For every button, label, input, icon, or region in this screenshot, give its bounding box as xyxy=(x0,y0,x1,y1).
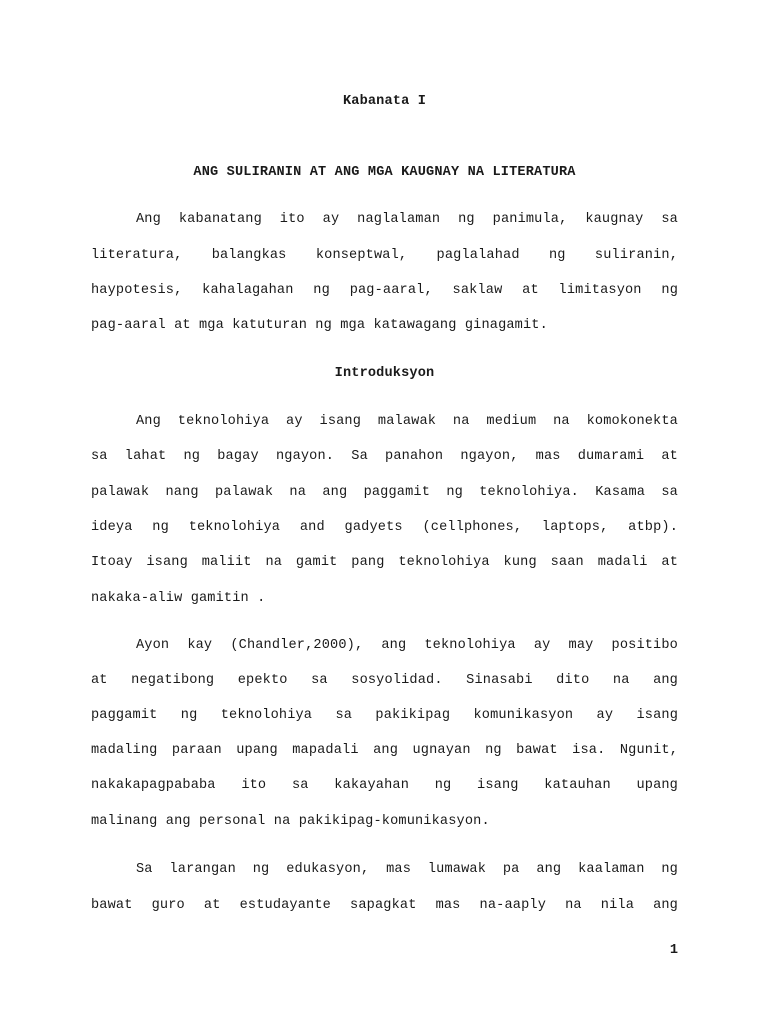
p2-line-6: malinang ang personal na pakikipag-komunikasyon. xyxy=(91,814,490,829)
page-number: 1 xyxy=(669,943,678,958)
p3-line-2: bawat guro at estudayante sapagkat mas na-aaply na nila ang xyxy=(91,898,678,913)
p2-line-3: paggamit ng teknolohiya sa pakikipag komunikasyon ay isang xyxy=(91,708,678,723)
intro-line-3: haypotesis, kahalagahan ng pag-aaral, saklaw at limitasyon ng xyxy=(91,283,678,298)
p1-line-3: palawak nang palawak na ang paggamit ng teknolohiya. Kasama sa xyxy=(91,485,678,500)
p3-line-1: Sa larangan ng edukasyon, mas lumawak pa ang kaalaman ng xyxy=(136,862,678,877)
p1-line-1: Ang teknolohiya ay isang malawak na medium na komokonekta xyxy=(136,414,678,429)
section-heading: Introduksyon xyxy=(334,366,435,381)
p1-line-2: sa lahat ng bagay ngayon. Sa panahon ngayon, mas dumarami at xyxy=(91,449,678,464)
p2-line-1: Ayon kay (Chandler,2000), ang teknolohiya ay may positibo xyxy=(136,638,678,653)
intro-line-2: literatura, balangkas konseptwal, paglalahad ng suliranin, xyxy=(91,248,678,263)
p2-line-4: madaling paraan upang mapadali ang ugnayan ng bawat isa. Ngunit, xyxy=(91,743,678,758)
p1-line-4: ideya ng teknolohiya and gadyets (cellphones, laptops, atbp). xyxy=(91,520,678,535)
chapter-label: Kabanata I xyxy=(342,94,427,109)
p1-line-5: Itoay isang maliit na gamit pang teknolohiya kung saan madali at xyxy=(91,555,678,570)
chapter-title: ANG SULIRANIN AT ANG MGA KAUGNAY NA LITERATURA xyxy=(193,165,576,180)
p2-line-2: at negatibong epekto sa sosyolidad. Sinasabi dito na ang xyxy=(91,673,678,688)
p2-line-5: nakakapagpababa ito sa kakayahan ng isang katauhan upang xyxy=(91,778,678,793)
intro-line-4: pag-aaral at mga katuturan ng mga katawagang ginagamit. xyxy=(91,318,548,333)
intro-line-1: Ang kabanatang ito ay naglalaman ng panimula, kaugnay sa xyxy=(136,212,678,227)
p1-line-6: nakaka-aliw gamitin . xyxy=(91,591,266,606)
